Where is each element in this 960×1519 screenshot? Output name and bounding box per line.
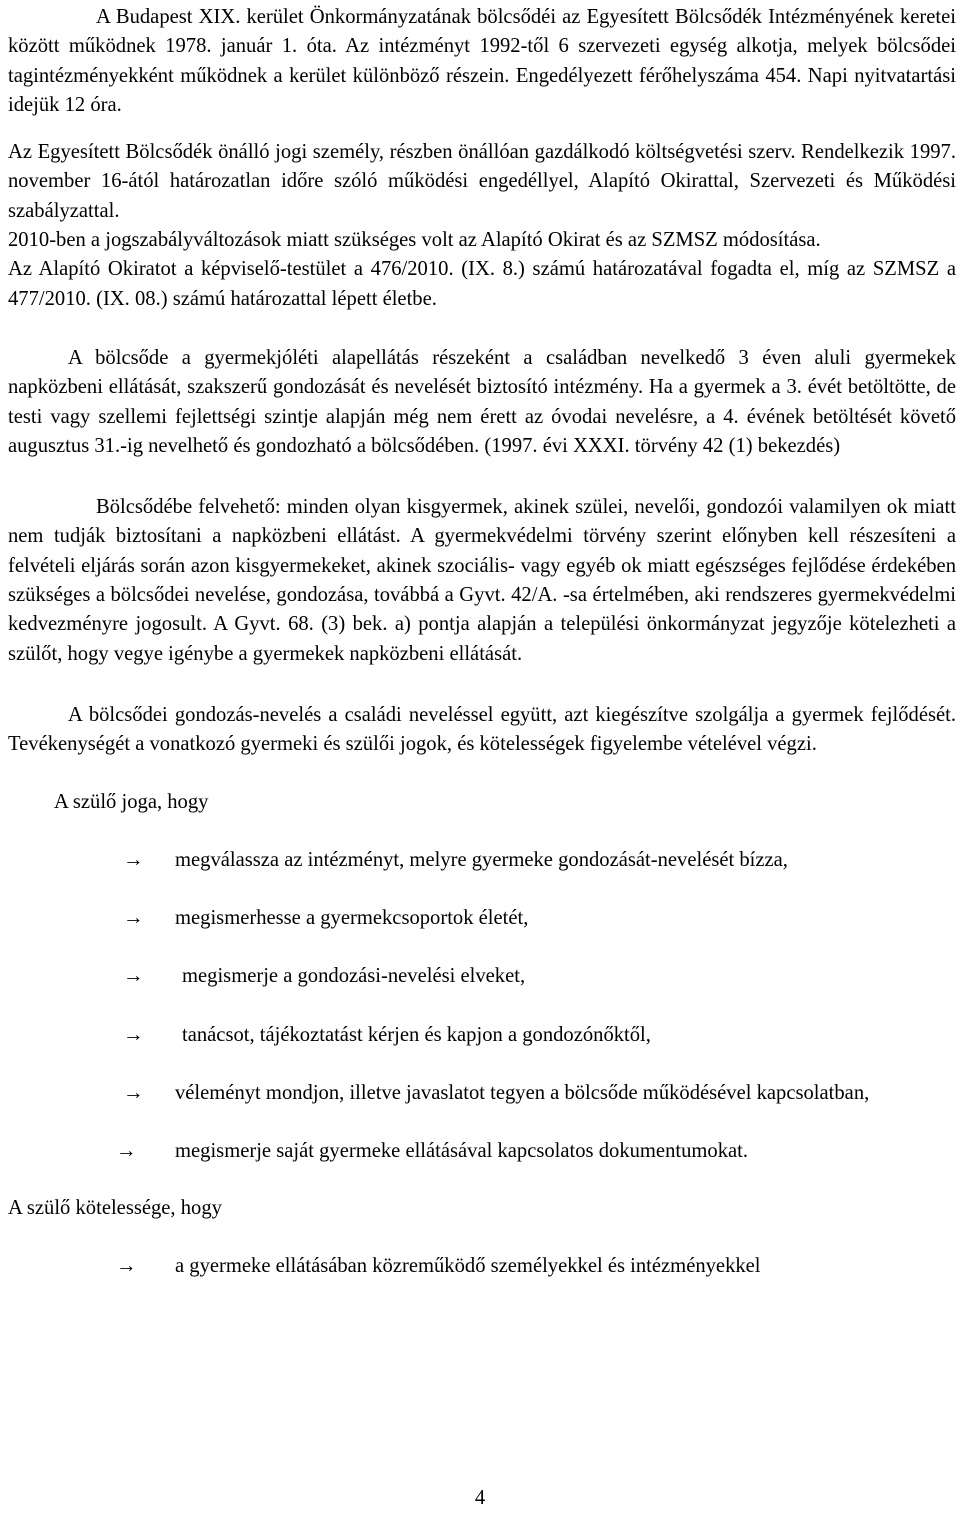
spacer [8,760,956,788]
list-item [8,1079,956,1108]
list-item-text: a gyermeke ellátásában közreműködő személyekkel és intézményekkel [175,1254,761,1277]
duties-list [8,1252,956,1281]
list-item [8,846,956,875]
arrow-icon: → [116,1254,137,1277]
paragraph-legal-status: Az Egyesített Bölcsődék önálló jogi személy, részben önállóan gazdálkodó költségvetési szerv. Rendelkezik 1997. november 16-ától határozatlan időre szóló működési engedéllyel, Alapító Okirattal, Szervezeti és Működési szabályzattal. [8,141,956,222]
list-item [8,1021,956,1050]
list-item-text: tanácsot, tájékoztatást kérjen és kapjon a gondozónőktől, [182,1023,651,1046]
arrow-icon: → [123,907,144,930]
page-number: 4 [474,1487,486,1509]
arrow-icon: → [123,965,144,988]
list-item [8,1137,956,1166]
list-item-text: megismerje a gondozási-nevelési elveket, [182,965,526,988]
list-item-text: megválassza az intézményt, melyre gyermeke gondozását-nevelését bízza, [175,848,788,871]
document-page [8,0,956,1281]
paragraph-admission: Bölcsődébe felvehető: minden olyan kisgyermek, akinek szülei, nevelői, gondozói valamilyen ok miatt nem tudják biztosítani a napközbeni ellátást. A gyermekvédelmi törvény szerint előnyben kell részesíteni a felvételi eljárás során azon kisgyermekeket, akinek szociális- vagy egyéb ok miatt egészséges fejlődése érdekében szükséges a bölcsődei nevelése, gondozása, továbbá a Gyvt. 42/A. -sa értelmében, aki rendszeres gyermekvédelmi kedvezményre jogosult. A Gyvt. 68. (3) bek. a) pontja alapján a települési önkormányzat jegyzője kötelezheti a szülőt, hogy vegye igénybe a gyermekek napközbeni ellátását. [8,496,956,665]
arrow-icon: → [116,1140,137,1163]
spacer [8,669,956,701]
spacer [8,314,956,344]
paragraph-intro: A Budapest XIX. kerület Önkormányzatának bölcsődéi az Egyesített Bölcsődék Intézményének keretei között működnek 1978. január 1. óta. Az intézményt 1992-től 6 szervezeti egység alkotja, melyek bölcsődei tagintézményekként működnek a kerület különböző részein. Engedélyezett férőhelyszáma 454. Napi nyitvatartási idejük 12 óra. [8,6,956,116]
paragraph-care: A bölcsődei gondozás-nevelés a családi neveléssel együtt, azt kiegészítve szolgálja a gyermek fejlődését. Tevékenységét a vonatkozó gyermeki és szülői jogok, és kötelességek figyelembe vételével végzi. [8,703,956,756]
paragraph-purpose: A bölcsőde a gyermekjóléti alapellátás részeként a családban nevelkedő 3 éven aluli gyermekek napközbeni ellátását, szakszerű gondozását és nevelését biztosító intézmény. Ha a gyermek a 3. évét betöltötte, de testi vagy szellemi fejlettségi szintje alapján még nem érett az óvodai nevelésre, a 4. évének betöltését követő augusztus 31.-ig nevelhető és gondozható a bölcsődében. (1997. évi XXXI. törvény 42 (1) bekezdés) [8,346,956,457]
list-item-text: megismerje saját gyermeke ellátásával kapcsolatos dokumentumokat. [175,1140,749,1163]
paragraph-resolution: Az Alapító Okiratot a képviselő-testület a 476/2010. (IX. 8.) számú határozatával fogadta el, míg az SZMSZ a 477/2010. (IX. 08.) számú határozattal lépett életbe. [8,258,956,310]
rights-list [8,846,956,1167]
list-item [8,904,956,933]
spacer [8,1223,956,1252]
spacer [8,461,956,493]
arrow-icon: → [123,1082,144,1105]
list-item-text: megismerhesse a gyermekcsoportok életét, [175,907,529,930]
spacer [8,817,956,846]
arrow-icon: → [123,1023,144,1046]
list-item-text: véleményt mondjon, illetve javaslatot tegyen a bölcsőde működésével kapcsolatban, [175,1082,870,1105]
list-item [8,962,956,991]
spacer [8,120,956,138]
rights-heading: A szülő joga, hogy [54,790,209,813]
duties-heading: A szülő kötelessége, hogy [8,1196,222,1219]
paragraph-amendment: 2010-ben a jogszabályváltozások miatt szükséges volt az Alapító Okirat és az SZMSZ módosítása. [8,229,821,252]
arrow-icon: → [123,848,144,871]
list-item [8,1252,956,1281]
